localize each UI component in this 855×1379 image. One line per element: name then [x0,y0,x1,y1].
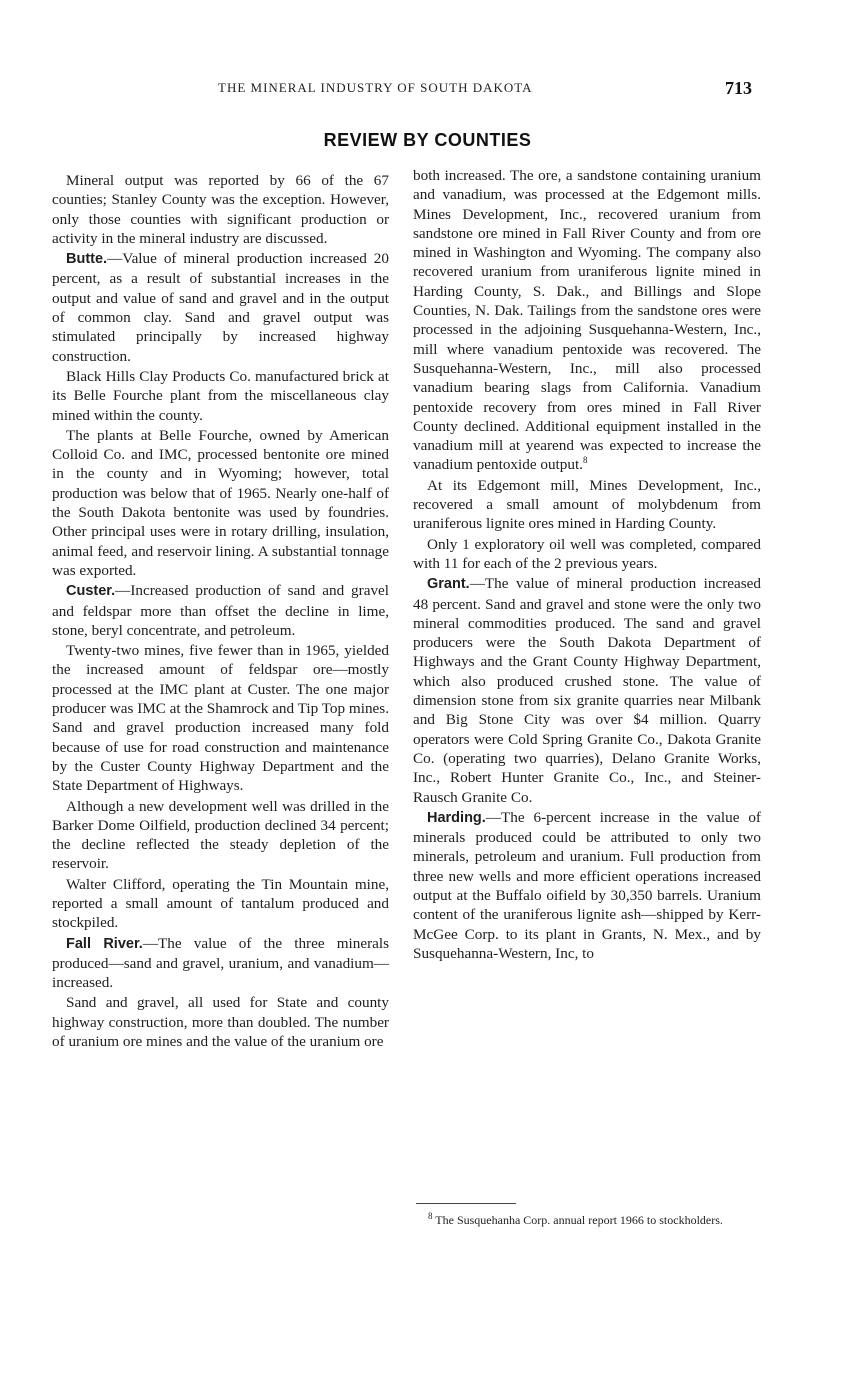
custer-oil-paragraph: Although a new development well was drilled in the Barker Dome Oilfield, production declined 34 percent; the decline reflected the steady depletion of the reservoir. [52,797,389,873]
footnote-divider [416,1203,516,1204]
butte-text: —Value of mineral production increased 20 percent, as a result of substantial increases in the output and value of sand and gravel and in the output of common clay. Sand and gravel output was stimulated principally by increased highway construction. [52,250,389,365]
exploratory-well-paragraph: Only 1 exploratory oil well was completed, compared with 11 for each of the 2 previous years. [413,535,761,572]
harding-text: —The 6-percent increase in the value of minerals produced could be attributed to only two minerals, petroleum and uranium. Full production from three new wells and more efficient operations increased output at the Buffalo oifield by 30,350 barrels. Uranium content of the uraniferous lignite ash—shipped by Kerr-McGee Corp. to its plant in Grants, N. Mex., and by Susquehanna-Western, Inc, to [413,808,761,962]
page-number: 713 [725,78,752,98]
butte-paragraph [52,249,389,366]
butte-heading: Butte. [66,251,108,268]
fallriver-text: —The value of the three minerals produced—sand and gravel, uranium, and vanadium—increased. [52,934,389,992]
footnote-text: The Susquehanha Corp. annual report 1966 to stockholders. [435,1213,723,1227]
molybdenum-paragraph: At its Edgemont mill, Mines Development, Inc., recovered a small amount of molybdenum from uraniferous lignite ores mined in Harding County. [413,476,761,533]
custer-tantalum-paragraph: Walter Clifford, operating the Tin Mountain mine, reported a small amount of tantalum produced and stockpiled. [52,875,389,932]
custer-text: —Increased production of sand and gravel and feldspar more than offset the decline in lime, stone, beryl concentrate, and petroleum. [52,582,389,639]
intro-paragraph: Mineral output was reported by 66 of the 67 counties; Stanley County was the exception. However, only those counties with significant production or activity in the mineral industry are discussed. [52,172,389,247]
butte-clay-paragraph: Black Hills Clay Products Co. manufactured brick at its Belle Fourche plant from the miscellaneous clay mined within the county. [52,367,389,424]
custer-heading: Custer. [66,583,116,600]
butte-bentonite-paragraph: The plants at Belle Fourche, owned by American Colloid Co. and IMC, processed bentonite ore mined in the county and in Wyoming; however, total production was below that of 1965. Nearly one-half of the South Dakota bentonite was used by foundries. Other principal uses were in rotary drilling, insulation, animal feed, and reservoir lining. A substantial tonnage was exported. [52,426,389,579]
grant-paragraph [413,574,761,807]
section-title: REVIEW BY COUNTIES [323,130,532,150]
fallriver-heading: Fall River. [66,935,143,952]
fallriver-continued-text: both increased. The ore, a sandstone containing uranium and vanadium, was processed at the Edgemont mills. Mines Development, Inc., recovered uranium from sandstone ore mined in Fall River County and from ore mined in Washington and Wyoming. The company also recovered uranium from uraniferous lignite mined in Harding County, S. Dak., and Billings and Slope Counties, N. Dak. Tailings from the sandstone ores were processed in the adjoining Susquehanna-Western, Inc., mill where vanadium pentoxide was recovered. The Susquehanna-Western, Inc., mill also processed vanadium bearing slags from California. Vanadium pentoxide recovery from ores mined in Fall River County declined. Additional equipment installed in the vanadium mill at yearend was expected to increase the vanadium pentoxide output. [413,167,761,474]
running-head: THE MINERAL INDUSTRY OF SOUTH DAKOTA [218,80,533,95]
custer-paragraph [52,581,389,640]
right-column [413,166,761,963]
left-column [52,171,389,1051]
grant-text: —The value of mineral production increased 48 percent. Sand and gravel and stone were the only two mineral commodities produced. The sand and gravel producers were the South Dakota Department of Highways and the Grant County Highway Department, which also produced crushed stone. The value of dimension stone from six granite quarries near Milbank and Big Stone City was over $4 million. Quarry operators were Cold Spring Granite Co., Dakota Granite Co. (operating two quarries), Delano Granite Works, Inc., Robert Hunter Granite Co., Inc., and Steiner-Rausch Granite Co. [413,575,761,806]
grant-heading: Grant. [427,576,470,593]
harding-paragraph [413,808,761,963]
fallriver-continued-paragraph [413,166,761,475]
footnote-reference: 8 [582,455,588,466]
fallriver-sand-paragraph: Sand and gravel, all used for State and county highway construction, more than doubled. The number of uranium ore mines and the value of the uranium ore [52,994,389,1051]
harding-heading: Harding. [427,809,486,826]
footnote-marker: 8 [428,1211,433,1221]
fallriver-paragraph [52,934,389,993]
footnote [416,1209,761,1227]
custer-mines-paragraph: Twenty-two mines, five fewer than in 1965, yielded the increased amount of feldspar ore—mostly processed at the IMC plant at Custer. The one major producer was IMC at the Shamrock and Tip Top mines. Sand and gravel production increased many fold because of use for road construction and maintenance by the Custer County Highway Department and the State Department of Highways. [52,642,389,795]
